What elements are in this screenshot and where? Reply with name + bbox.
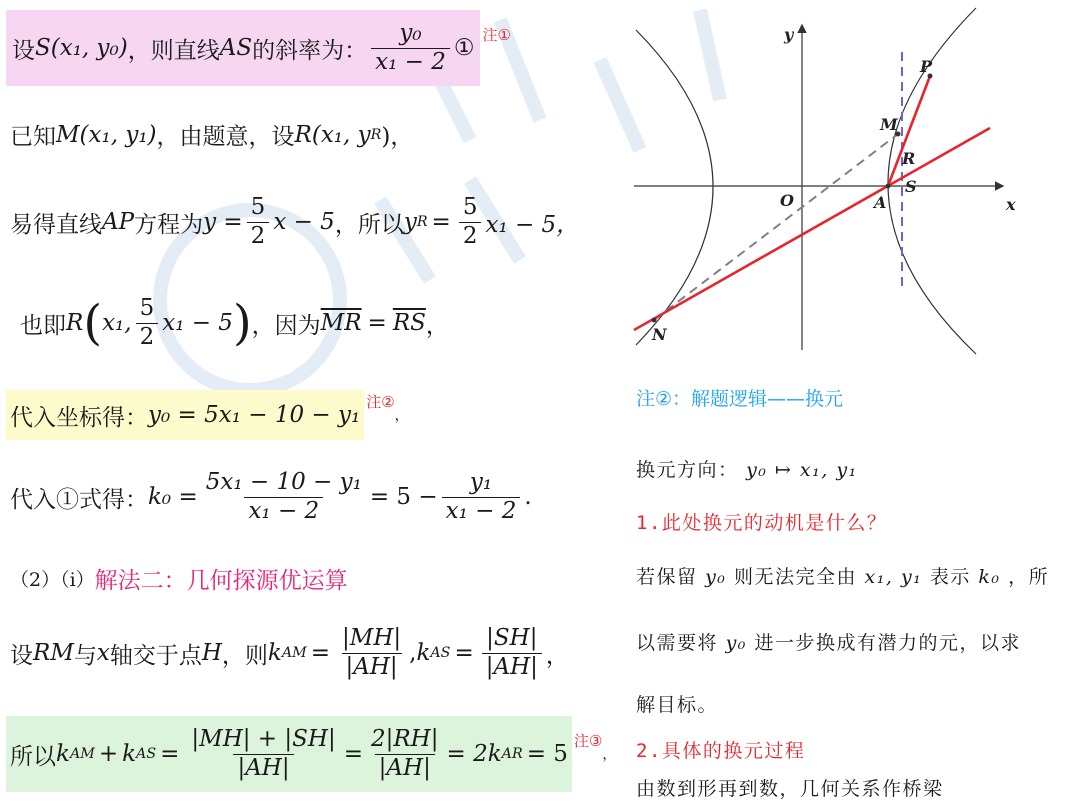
text: ，	[602, 747, 617, 763]
text: =	[454, 640, 474, 666]
subscript: AM	[281, 645, 307, 661]
fraction	[338, 625, 405, 681]
segment-rm: RM	[33, 640, 74, 666]
text: 也即	[20, 312, 66, 339]
text: 换元方向：	[636, 459, 739, 481]
numerator: 5	[462, 193, 478, 220]
denominator: |AH|	[233, 754, 293, 783]
line-rm-intersect	[10, 618, 569, 688]
highlight-green	[6, 716, 572, 792]
denominator: 2	[247, 222, 270, 251]
text: k	[267, 640, 282, 666]
text: = 5 −	[369, 484, 438, 510]
text: 设	[10, 642, 33, 669]
paragraph-line-4: 由数到形再到数，几何关系作桥梁	[636, 778, 944, 800]
highlight-yellow	[6, 390, 364, 440]
fraction	[247, 194, 270, 250]
numerator: |MH| + |SH|	[191, 725, 336, 752]
text: ，	[545, 642, 569, 669]
text: 轴交于点	[109, 642, 202, 669]
text: =	[431, 209, 451, 235]
hyperbola-left-branch	[636, 30, 713, 345]
line-substitute-one	[10, 464, 532, 530]
fraction	[136, 295, 159, 351]
text: ，由题意，设	[156, 124, 295, 150]
text: 则无法完全由	[733, 566, 857, 588]
subscript: AS	[136, 746, 157, 762]
label-x: x	[1006, 195, 1016, 214]
numerator: 5	[250, 193, 266, 220]
line-substitute-coords	[6, 390, 409, 440]
text: 的斜率为：	[252, 37, 368, 64]
text: = 2k	[446, 741, 502, 767]
label-n: N	[652, 325, 667, 344]
subscript: AM	[69, 746, 95, 762]
label-r: R	[902, 149, 916, 168]
numerator: |MH|	[342, 624, 402, 651]
text: 若保留	[636, 566, 698, 588]
fraction	[371, 20, 450, 76]
text: ，	[425, 312, 449, 339]
point-s: S(x₁, y₀)	[35, 35, 128, 61]
line-ap-equation	[10, 190, 579, 254]
text: ，所	[1008, 566, 1050, 588]
fraction	[459, 194, 482, 250]
text: k	[416, 640, 431, 666]
text: 易得直线	[10, 211, 102, 238]
subscript: AS	[430, 645, 451, 661]
label-o: O	[780, 191, 794, 210]
text: =	[367, 310, 387, 336]
line-as: AS	[219, 35, 253, 61]
text: +	[98, 741, 119, 767]
text: ,	[409, 640, 417, 666]
text: ，则直线	[127, 37, 220, 64]
point-r: R(x₁, y	[294, 121, 371, 148]
point-m: M(x₁, y₁)	[56, 121, 157, 148]
text: 进一步换成有潜力的元，以求	[754, 632, 1021, 654]
text: k	[122, 741, 137, 767]
label-a: A	[874, 193, 887, 212]
text: ，则	[221, 642, 268, 669]
text: =	[310, 640, 331, 666]
text: y₀	[705, 566, 727, 588]
text: y₀	[725, 632, 747, 654]
paren-open: (	[83, 295, 103, 351]
text: )，	[381, 124, 414, 150]
equation: y₀ = 5x₁ − 10 − y₁	[148, 402, 361, 428]
line-point-r	[20, 290, 449, 356]
vector-rs: $\overline{RS}$	[392, 310, 426, 336]
text: x − 5	[273, 209, 335, 235]
point-a	[886, 184, 891, 189]
substitution-direction	[636, 455, 858, 482]
text: y =	[203, 209, 243, 235]
text: y₀ ↦ x₁, y₁	[746, 459, 858, 481]
text: =	[343, 741, 363, 767]
line-red-long	[634, 128, 990, 330]
text: x₁ − 5，	[485, 211, 580, 238]
denominator: |AH|	[375, 754, 435, 783]
text: x₁, y₁	[864, 566, 923, 588]
denominator: x₁ − 2	[244, 497, 323, 526]
text: 设	[12, 37, 35, 64]
text: ，所以	[334, 211, 404, 238]
text: ，因为	[251, 312, 321, 339]
text: ，	[394, 408, 409, 424]
label-m: M	[880, 115, 898, 134]
numerator: |SH|	[486, 624, 538, 651]
denominator: |AH|	[482, 653, 542, 682]
question-2: 2.具体的换元过程	[636, 740, 806, 762]
method-two-heading: 解法二：几何探源优运算	[94, 568, 348, 594]
point-n	[652, 318, 657, 323]
line-known-m	[10, 118, 413, 151]
denominator: x₁ − 2	[442, 497, 521, 526]
numerator: y₁	[469, 468, 493, 495]
fraction	[202, 469, 366, 525]
paragraph-line-1	[636, 562, 1049, 589]
text: 表示	[929, 566, 971, 588]
subscript: R	[416, 214, 428, 230]
label-s: S	[905, 177, 917, 196]
text: .	[524, 484, 532, 510]
line-sum-slopes	[6, 716, 616, 792]
paragraph-line-2	[636, 628, 1021, 655]
subscript: R	[370, 126, 382, 143]
line-nm-dashed	[654, 134, 898, 320]
text: 方程为	[134, 211, 204, 238]
text: 以需要将	[636, 632, 719, 654]
paren-close: )	[232, 295, 252, 351]
fraction	[187, 726, 339, 782]
point-h: H	[201, 640, 222, 666]
paragraph-line-3: 解目标。	[636, 694, 719, 716]
hyperbola-graph	[630, 0, 1050, 360]
label-p: P	[920, 57, 933, 76]
fraction	[442, 469, 521, 525]
question-1: 1.此处换元的动机是什么？	[636, 512, 888, 534]
text: k₀ =	[148, 484, 198, 510]
text: 代入①式得：	[10, 486, 148, 513]
vector-mr: $\overline{MR}$	[320, 310, 362, 336]
text: x₁,	[102, 310, 132, 336]
highlight-pink	[6, 10, 480, 86]
denominator: x₁ − 2	[371, 48, 450, 77]
point-r: R	[66, 310, 84, 336]
denominator: 2	[459, 222, 482, 251]
text: 代入坐标得：	[10, 404, 148, 431]
note-3-marker: 注③	[573, 731, 603, 750]
line-method-two	[10, 562, 348, 595]
text: （2）（i）	[10, 569, 95, 591]
denominator: 2	[136, 323, 159, 352]
text: = 5	[526, 741, 568, 767]
line-slope-as	[6, 10, 511, 86]
numerator: 2|RH|	[370, 725, 439, 752]
fraction	[482, 625, 542, 681]
circled-one: ①	[453, 35, 475, 61]
text: 已知	[10, 124, 56, 150]
numerator: y₀	[399, 19, 422, 46]
numerator: 5	[139, 294, 155, 321]
note-2-heading: 注②：解题逻辑——换元	[636, 388, 844, 410]
label-y: y	[784, 25, 794, 44]
subscript: AR	[501, 746, 523, 762]
text: x	[96, 640, 110, 666]
note-1-marker: 注①	[482, 25, 511, 44]
text: k	[56, 741, 70, 767]
text: x₁ − 5	[162, 310, 233, 336]
fraction	[367, 726, 443, 782]
text: =	[160, 741, 180, 767]
text: 与	[73, 642, 97, 669]
line-ap: AP	[102, 209, 135, 235]
denominator: |AH|	[342, 653, 402, 682]
note-2-marker: 注②	[366, 392, 395, 411]
text: k₀	[978, 566, 1001, 588]
text: y	[403, 209, 417, 235]
numerator: 5x₁ − 10 − y₁	[205, 468, 362, 495]
text: 所以	[10, 743, 56, 770]
